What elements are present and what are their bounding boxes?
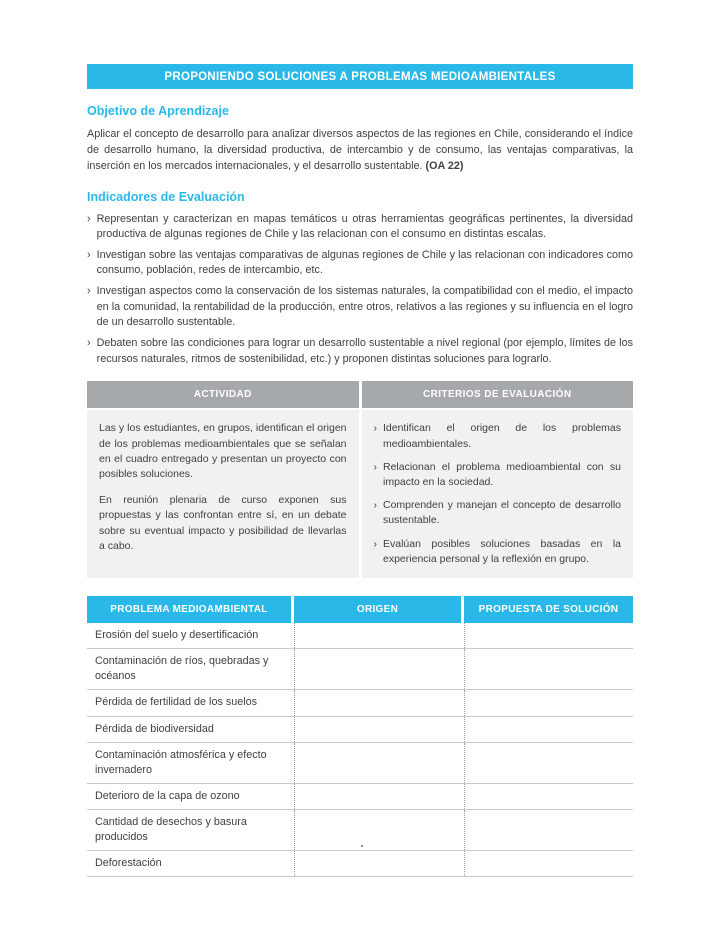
list-item (374, 460, 622, 490)
bullet-marker: › (373, 499, 377, 512)
propuesta-cell (464, 810, 633, 850)
list-item-text: Representan y caracterizan en mapas temáticos u otras herramientas geográficas pertinentes, la diversidad productiva de algunas regiones de Chile y las relacionan con el consumo en distintas escalas. (96, 212, 633, 241)
list-item-text: Evalúan posibles soluciones basadas en la experiencia personal y la reflexión en grupo. (383, 537, 621, 565)
actividad-paragraph: En reunión plenaria de curso exponen sus propuestas y las confrontan entre sí, en un debate sobre su eventual impacto y posibilidad de llevarlas a cabo. (99, 494, 347, 552)
origen-cell (294, 851, 464, 876)
problema-cell: Pérdida de biodiversidad (95, 722, 214, 735)
problema-cell: Deterioro de la capa de ozono (95, 789, 240, 802)
table-row (87, 810, 633, 851)
actividad-cell (87, 410, 359, 578)
page-title: PROPONIENDO SOLUCIONES A PROBLEMAS MEDIOAMBIENTALES (164, 71, 556, 83)
table-row (87, 649, 633, 690)
table-row (87, 851, 633, 877)
criterios-cell (362, 410, 634, 578)
oa-code: (OA 22) (425, 160, 464, 173)
bullet-marker: › (373, 460, 377, 473)
list-item (87, 212, 633, 243)
table-row (87, 717, 633, 743)
list-item (374, 537, 622, 567)
propuesta-cell (464, 690, 633, 715)
objetivo-heading: Objetivo de Aprendizaje (87, 104, 229, 118)
list-item (87, 284, 633, 331)
problema-cell: Contaminación atmosférica y efecto invernadero (95, 748, 267, 776)
problema-cell: Cantidad de desechos y basura producidos (95, 815, 247, 844)
table-row (87, 690, 633, 716)
actividad-table-header-row (87, 381, 633, 408)
propuesta-cell (464, 743, 633, 783)
indicadores-list (87, 212, 633, 368)
propuesta-cell (464, 649, 633, 689)
propuesta-header: PROPUESTA DE SOLUCIÓN (464, 596, 633, 623)
bullet-marker: › (87, 212, 91, 225)
origen-header: ORIGEN (294, 596, 464, 623)
indicadores-heading: Indicadores de Evaluación (87, 189, 245, 204)
actividad-paragraph: Las y los estudiantes, en grupos, identifican el origen de los problemas medioambientales que se señalan en el cuadro entregado y presentan un proyecto con posibles soluciones. (99, 422, 347, 480)
bullet-marker: › (373, 422, 377, 435)
problema-header: PROBLEMA MEDIOAMBIENTAL (87, 596, 294, 623)
list-item (87, 336, 633, 367)
problemas-table (87, 596, 633, 877)
propuesta-cell (464, 851, 633, 876)
title-bar (87, 64, 633, 89)
bullet-marker: › (87, 248, 91, 261)
bullet-marker: › (373, 537, 377, 550)
origen-cell (294, 743, 464, 783)
list-item-text: Identifican el origen de los problemas medioambientales. (383, 422, 621, 450)
list-item-text: Comprenden y manejan el concepto de desarrollo sustentable. (383, 499, 621, 527)
table-row (87, 623, 633, 649)
list-item-text: Investigan sobre las ventajas comparativas de algunas regiones de Chile y las relacionan con indicadores como consumo, población, redes de intercambio, etc. (96, 248, 633, 277)
list-item-text: Investigan aspectos como la conservación de los sistemas naturales, la compatibilidad con el medio, el impacto en la comunidad, la rentabilidad de la producción, entre otros, relativos a las regiones y su influencia en el logro de un desarrollo sustentable. (96, 285, 633, 329)
actividad-table-body (87, 410, 633, 578)
propuesta-cell (464, 784, 633, 809)
actividad-header: ACTIVIDAD (87, 381, 359, 408)
table-row (87, 784, 633, 810)
problema-cell: Pérdida de fertilidad de los suelos (95, 696, 258, 709)
list-item (374, 498, 622, 528)
problemas-table-header-row (87, 596, 633, 623)
problema-cell: Contaminación de ríos, quebradas y océanos (95, 655, 269, 683)
list-item (374, 421, 622, 451)
objetivo-text (87, 126, 633, 175)
origen-cell (294, 690, 464, 715)
propuesta-cell (464, 623, 633, 648)
criterios-header: CRITERIOS DE EVALUACIÓN (362, 381, 634, 408)
list-item (87, 248, 633, 279)
table-row (87, 743, 633, 784)
problema-cell: Deforestación (95, 857, 162, 870)
problema-cell: Erosión del suelo y desertificación (95, 629, 259, 642)
propuesta-cell (464, 717, 633, 742)
origen-cell (294, 717, 464, 742)
origen-cell (294, 784, 464, 809)
origen-cell (294, 649, 464, 689)
page-mark (361, 845, 363, 847)
list-item-text: Debaten sobre las condiciones para lograr un desarrollo sustentable a nivel regional (por ejemplo, límites de los recursos naturales, ritmos de sostenibilidad, etc.) y proponen distintas soluciones para lograrlo. (96, 337, 633, 365)
origen-cell (294, 623, 464, 648)
bullet-marker: › (87, 285, 91, 298)
origen-cell (294, 810, 464, 850)
objetivo-body: Aplicar el concepto de desarrollo para analizar diversos aspectos de las regiones en Chile, considerando el índice de desarrollo humano, la diversidad productiva, de intercambio y de consumo, las ventajas comparativas, la inserción en los mercados internacionales, y el desarrollo sustentable. (87, 128, 633, 173)
actividad-table (87, 381, 633, 578)
list-item-text: Relacionan el problema medioambiental con su impacto en la sociedad. (383, 460, 621, 488)
bullet-marker: › (87, 337, 91, 350)
worksheet-page (87, 0, 633, 877)
